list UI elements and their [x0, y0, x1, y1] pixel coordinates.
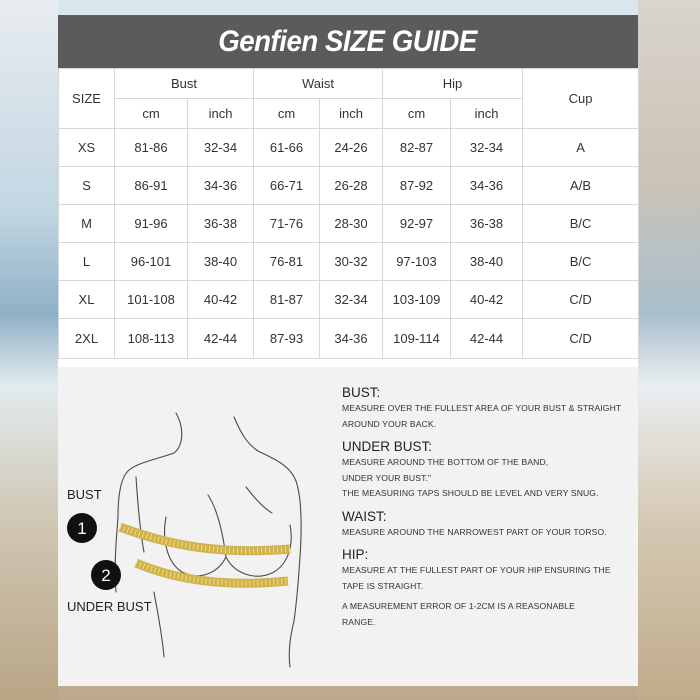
hip-text-line: MEASURE AT THE FULLEST PART OF YOUR HIP ENSURING THE — [342, 565, 611, 575]
value-cell: 42-44 — [451, 319, 523, 359]
bust-header: Bust — [115, 69, 254, 99]
value-cell: 30-32 — [320, 243, 383, 281]
waist-header: Waist — [254, 69, 383, 99]
hip-text-line: TAPE IS STRAIGHT. — [342, 580, 424, 591]
background-left — [0, 0, 58, 700]
hip-header: Hip — [383, 69, 523, 99]
cup-cell: B/C — [523, 205, 639, 243]
value-cell: 42-44 — [188, 319, 254, 359]
cup-cell: A — [523, 129, 639, 167]
size-table — [58, 68, 639, 359]
value-cell: 40-42 — [188, 281, 254, 319]
hip-title: HIP: — [342, 547, 369, 562]
under-bust-title: UNDER BUST: — [342, 439, 433, 454]
under-bust-text-line: UNDER YOUR BUST." — [342, 472, 432, 483]
waist-text-line: MEASURE AROUND THE NARROWEST PART OF YOUR TORSO. — [342, 526, 607, 537]
value-cell: 61-66 — [254, 129, 320, 167]
value-cell: 34-36 — [451, 167, 523, 205]
hip-text-line: A MEASUREMENT ERROR OF 1-2CM IS A REASONABLE — [342, 601, 575, 611]
value-cell: 34-36 — [320, 319, 383, 359]
cup-header: Cup — [523, 69, 639, 129]
bust-title: BUST: — [342, 385, 381, 400]
value-cell: 71-76 — [254, 205, 320, 243]
bust-tape — [120, 527, 290, 551]
bust-label: BUST — [67, 487, 102, 502]
table-row — [59, 243, 639, 281]
size-cell: L — [59, 243, 115, 281]
value-cell: 108-113 — [115, 319, 188, 359]
title-banner — [58, 15, 638, 68]
value-cell: 76-81 — [254, 243, 320, 281]
value-cell: 82-87 — [383, 129, 451, 167]
value-cell: 91-96 — [115, 205, 188, 243]
measuring-diagram — [58, 367, 343, 686]
size-cell: S — [59, 167, 115, 205]
value-cell: 32-34 — [451, 129, 523, 167]
marker-1-label: 1 — [77, 519, 87, 538]
size-guide-card — [58, 15, 638, 686]
value-cell: 92-97 — [383, 205, 451, 243]
value-cell: 34-36 — [188, 167, 254, 205]
torso-illustration — [58, 367, 343, 686]
hip-text-line: RANGE. — [342, 616, 376, 627]
value-cell: 81-86 — [115, 129, 188, 167]
waist-title: WAIST: — [342, 508, 387, 524]
unit-header: cm — [115, 99, 188, 129]
value-cell: 32-34 — [320, 281, 383, 319]
marker-1 — [67, 513, 97, 543]
value-cell: 97-103 — [383, 243, 451, 281]
table-row — [59, 129, 639, 167]
measurement-section — [58, 367, 638, 686]
value-cell: 40-42 — [451, 281, 523, 319]
under-bust-label: UNDER BUST — [67, 599, 152, 614]
value-cell: 96-101 — [115, 243, 188, 281]
value-cell: 87-93 — [254, 319, 320, 359]
value-cell: 81-87 — [254, 281, 320, 319]
bust-text-line: MEASURE OVER THE FULLEST AREA OF YOUR BUST & STRAIGHT — [342, 403, 622, 413]
table-row — [59, 281, 639, 319]
value-cell: 28-30 — [320, 205, 383, 243]
size-cell: M — [59, 205, 115, 243]
value-cell: 109-114 — [383, 319, 451, 359]
table-row — [59, 167, 639, 205]
unit-header: inch — [188, 99, 254, 129]
size-cell: XL — [59, 281, 115, 319]
value-cell: 36-38 — [188, 205, 254, 243]
size-cell: 2XL — [59, 319, 115, 359]
value-cell: 36-38 — [451, 205, 523, 243]
unit-header: inch — [451, 99, 523, 129]
bust-text-line: AROUND YOUR BACK. — [342, 418, 437, 429]
cup-cell: C/D — [523, 319, 639, 359]
marker-2 — [91, 560, 121, 590]
unit-header: cm — [254, 99, 320, 129]
under-bust-text-line: MEASURE AROUND THE BOTTOM OF THE BAND, — [342, 457, 549, 467]
value-cell: 32-34 — [188, 129, 254, 167]
value-cell: 26-28 — [320, 167, 383, 205]
value-cell: 66-71 — [254, 167, 320, 205]
size-cell: XS — [59, 129, 115, 167]
unit-header: inch — [320, 99, 383, 129]
unit-header: cm — [383, 99, 451, 129]
table-row — [59, 319, 639, 359]
table-row — [59, 205, 639, 243]
value-cell: 38-40 — [451, 243, 523, 281]
measurement-instructions — [342, 384, 632, 630]
size-header: SIZE — [59, 69, 115, 129]
cup-cell: B/C — [523, 243, 639, 281]
background-right — [638, 0, 700, 700]
value-cell: 86-91 — [115, 167, 188, 205]
page-title: Genfien SIZE GUIDE — [218, 24, 478, 58]
value-cell: 87-92 — [383, 167, 451, 205]
value-cell: 24-26 — [320, 129, 383, 167]
value-cell: 38-40 — [188, 243, 254, 281]
cup-cell: A/B — [523, 167, 639, 205]
value-cell: 101-108 — [115, 281, 188, 319]
table-header-row — [59, 69, 639, 99]
under-bust-text-line: THE MEASURING TAPS SHOULD BE LEVEL AND VERY SNUG. — [342, 488, 599, 498]
marker-2-label: 2 — [101, 566, 111, 585]
value-cell: 103-109 — [383, 281, 451, 319]
cup-cell: C/D — [523, 281, 639, 319]
